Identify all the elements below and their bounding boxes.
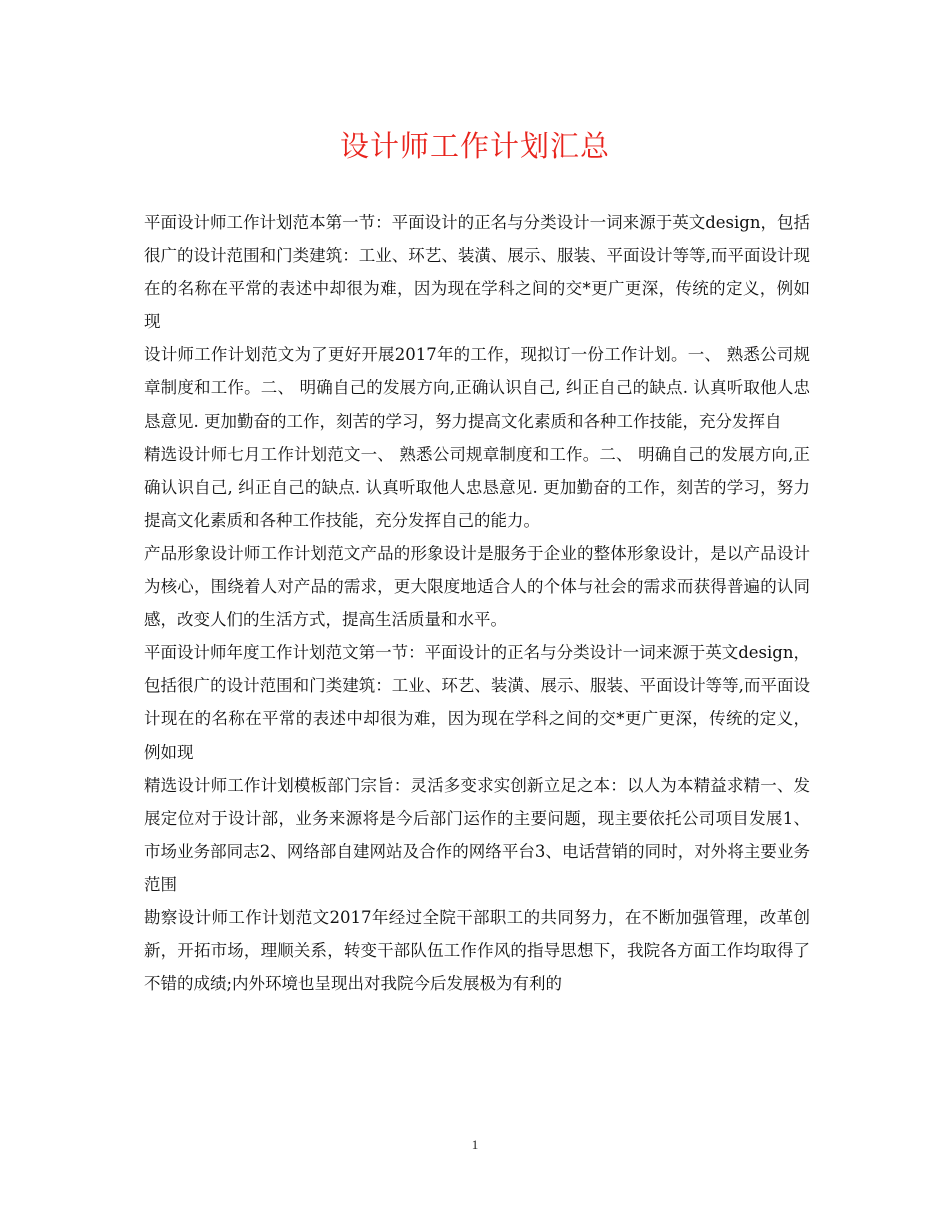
- paragraph-plan-template: 精选设计师工作计划模板部门宗旨：灵活多变求实创新立足之本：以人为本精益求精一、发展定位对于设计部，业务来源将是今后部门运作的主要问题，现主要依托公司项目发展1、市场业务部同志2、网络部自建网站及合作的网络平台3、电话营销的同时，对外将主要业务范围: [144, 775, 810, 894]
- paragraph-graphic-designer-template: 平面设计师工作计划范本第一节：平面设计的正名与分类设计一词来源于英文design，包括很广的设计范围和门类建筑：工业、环艺、装潢、展示、服装、平面设计等等,而平面设计现在的名称在平常的表述中却很为难，因为现在学科之间的交*更广更深，传统的定义，例如现: [144, 213, 810, 332]
- paragraph-survey-design-plan: 勘察设计师工作计划范文2017年经过全院干部职工的共同努力，在不断加强管理，改革创新，开拓市场，理顺关系，转变干部队伍工作作风的指导思想下，我院各方面工作均取得了不错的成绩;内外环境也呈现出对我院今后发展极为有利的: [144, 907, 810, 994]
- page-number: 1: [471, 1137, 479, 1152]
- paragraph-annual-plan: 平面设计师年度工作计划范文第一节：平面设计的正名与分类设计一词来源于英文design，包括很广的设计范围和门类建筑：工业、环艺、装潢、展示、服装、平面设计等等,而平面设计现在的名称在平常的表述中却很为难，因为现在学科之间的交*更广更深，传统的定义，例如现: [144, 643, 810, 762]
- paragraph-designer-plan-2017: 设计师工作计划范文为了更好开展2017年的工作，现拟订一份工作计划。一、 熟悉公司规章制度和工作。二、 明确自己的发展方向,正确认识自己, 纠正自己的缺点. 认真听取他人忠恳意见. 更加勤奋的工作，刻苦的学习，努力提高文化素质和各种工作技能，充分发挥自: [144, 345, 810, 431]
- document-body: [144, 206, 810, 1000]
- paragraph-product-image-design: 产品形象设计师工作计划范文产品的形象设计是服务于企业的整体形象设计，是以产品设计为核心，围绕着人对产品的需求，更大限度地适合人的个体与社会的需求而获得普遍的认同感，改变人们的生活方式，提高生活质量和水平。: [144, 543, 810, 630]
- document-title: 设计师工作计划汇总: [339, 129, 610, 163]
- paragraph-july-plan: 精选设计师七月工作计划范文一、 熟悉公司规章制度和工作。二、 明确自己的发展方向,正确认识自己, 纠正自己的缺点. 认真听取他人忠恳意见. 更加勤奋的工作，刻苦的学习，努力提高文化素质和各种工作技能，充分发挥自己的能力。: [144, 444, 810, 530]
